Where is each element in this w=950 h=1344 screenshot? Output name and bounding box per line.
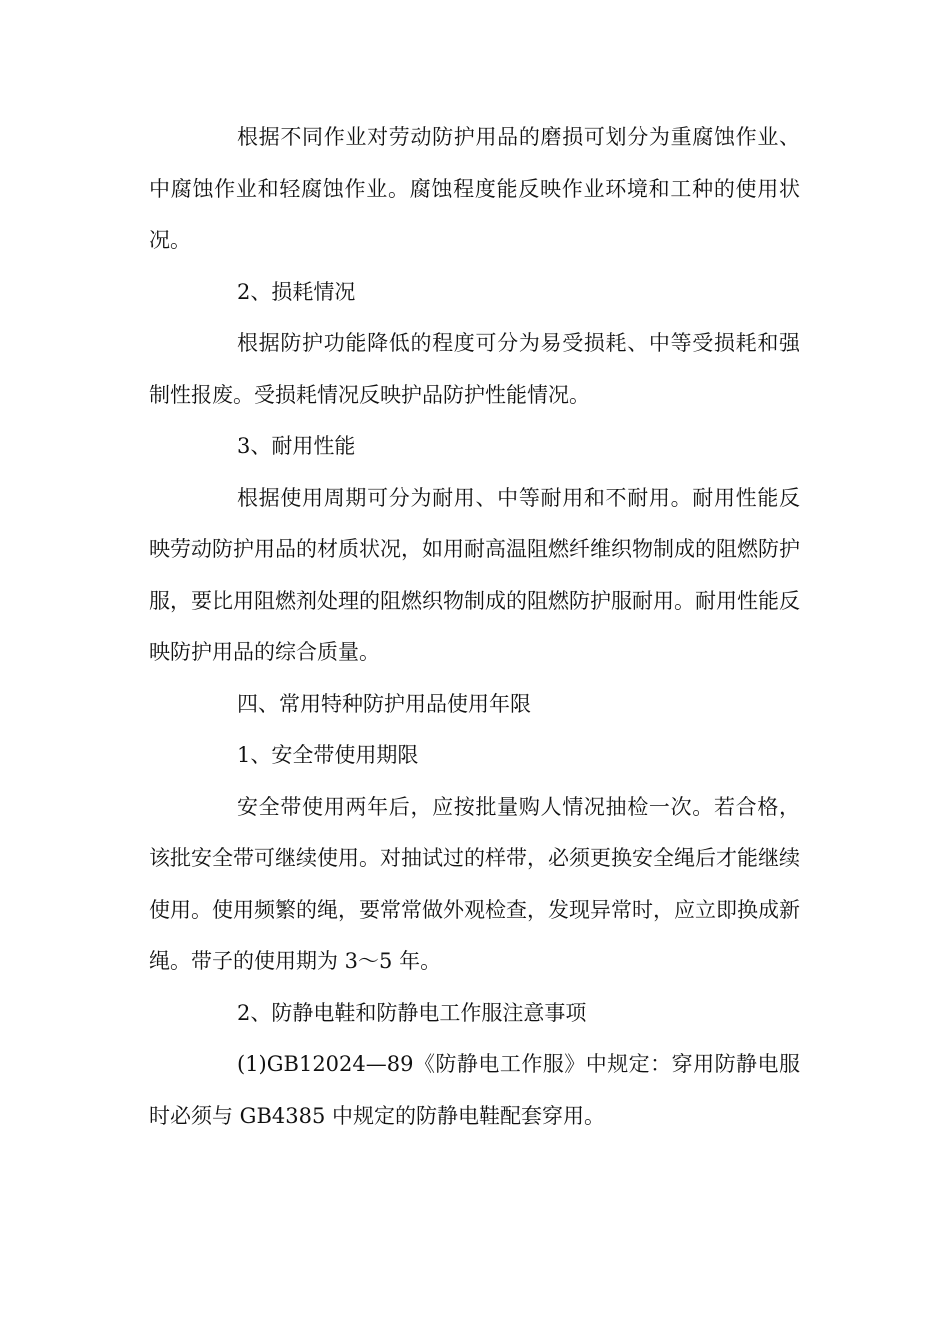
heading-safety-belt-period: 1、安全带使用期限 [237,743,419,767]
heading-service-life-section: 四、常用特种防护用品使用年限 [237,691,531,716]
paragraph-safety-belt: 安全带使用两年后，应按批量购人情况抽检一次。若合格，该批安全带可继续使用。对抽试过的样带，必须更换安全绳后才能继续使用。使用频繁的绳，要常常做外观检查，发现异常时，应立即换成新绳。带子的使用期为 3～5 年。 [149,794,800,973]
heading-durability: 3、耐用性能 [237,434,356,458]
paragraph-antistatic-standard: (1)GB12024—89《防静电工作服》中规定：穿用防静电服时必须与 GB4385 中规定的防静电鞋配套穿用。 [149,1052,800,1128]
document-body [149,112,800,1142]
paragraph-durability: 根据使用周期可分为耐用、中等耐用和不耐用。耐用性能反映劳动防护用品的材质状况，如用耐高温阻燃纤维织物制成的阻燃防护服，要比用阻燃剂处理的阻燃织物制成的阻燃防护服耐用。耐用性能反映防护用品的综合质量。 [149,485,800,664]
paragraph-wear-condition: 根据防护功能降低的程度可分为易受损耗、中等受损耗和强制性报废。受损耗情况反映护品防护性能情况。 [149,331,800,407]
heading-antistatic-notes: 2、防静电鞋和防静电工作服注意事项 [237,1000,587,1025]
heading-wear-condition: 2、损耗情况 [237,279,356,304]
paragraph-corrosion-degree: 根据不同作业对劳动防护用品的磨损可划分为重腐蚀作业、中腐蚀作业和轻腐蚀作业。腐蚀程度能反映作业环境和工种的使用状况。 [149,125,800,252]
